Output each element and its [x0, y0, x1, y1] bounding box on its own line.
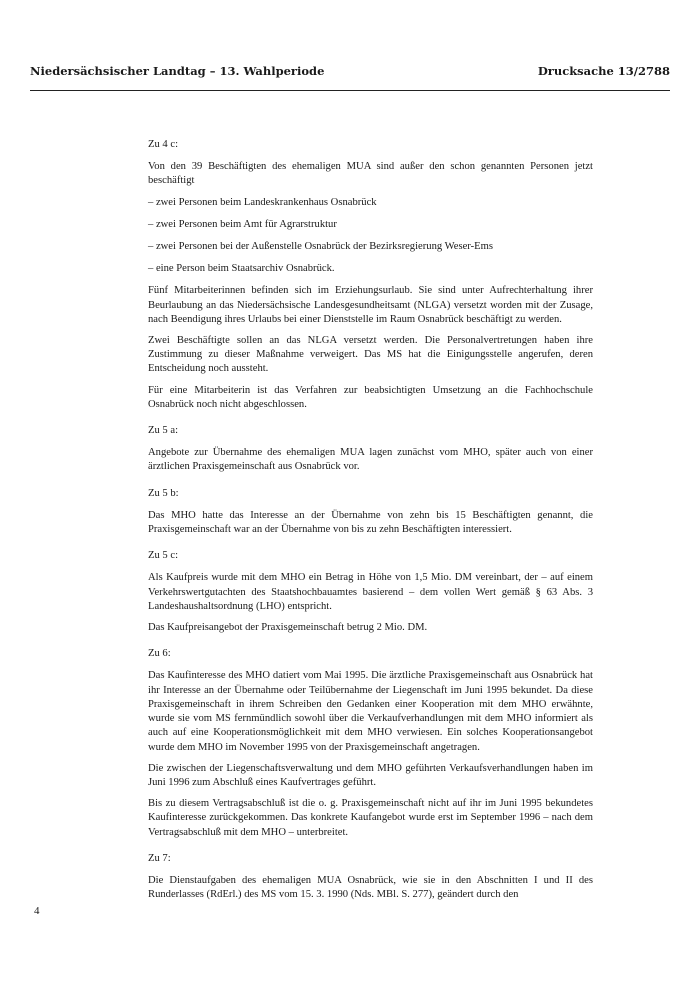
- document-body: [148, 138, 593, 909]
- header-title: Niedersächsischer Landtag – 13. Wahlperiode: [30, 64, 325, 78]
- list-item: – eine Person beim Staatsarchiv Osnabrück.: [148, 263, 335, 275]
- section-heading: Zu 5 a:: [148, 425, 179, 437]
- section-heading: Zu 5 c:: [148, 550, 179, 562]
- paragraph: Die Dienstaufgaben des ehemaligen MUA Osnabrück, wie sie in den Abschnitten I und II des Runderlasses (RdErl.) des MS vom 15. 3. 1990 (Nds. MBl. S. 277), geändert durch den: [148, 874, 593, 901]
- paragraph: Das Kaufinteresse des MHO datiert vom Mai 1995. Die ärztliche Praxisgemeinschaft aus Osnabrück hat ihr Interesse an der Übernahme oder Teilübernahme der Liegenschaft im Juni 1995 bekundet. Da diese Praxisgemeinschaft in ihrem Schreiben den Gedanken einer Kooperation mit dem MHO erwähnte, wurde sie vom MS fernmündlich sowohl über die Verkaufverhandlungen mit dem MHO informiert als auch auf eine Kooperationsmöglichkeit mit dem MHO verwiesen. Ein solches Kooperationsangebot wurde dem MHO im November 1995 von der Praxisgemeinschaft angetragen.: [148, 670, 593, 753]
- paragraph: Bis zu diesem Vertragsabschluß ist die o. g. Praxisgemeinschaft nicht auf ihr im Juni 1995 bekundetes Kaufinteresse zurückgekommen. Das konkrete Kaufangebot wurde erst im September 1996 – nach dem Vertragsabschluß mit dem MHO – unterbreitet.: [148, 798, 593, 838]
- section-heading: Zu 4 c:: [148, 139, 179, 150]
- section-heading: Zu 5 b:: [148, 487, 179, 499]
- paragraph: Das Kaufpreisangebot der Praxisgemeinschaft betrug 2 Mio. DM.: [148, 622, 428, 634]
- page-number: 4: [34, 905, 40, 917]
- paragraph: Für eine Mitarbeiterin ist das Verfahren zur beabsichtigten Umsetzung an die Fachhochschule Osnabrück noch nicht abgeschlossen.: [148, 384, 593, 410]
- list-item: – zwei Personen beim Landeskrankenhaus Osnabrück: [148, 196, 377, 208]
- page-header: [30, 64, 670, 91]
- paragraph: Von den 39 Beschäftigten des ehemaligen MUA sind außer den schon genannten Personen jetzt beschäftigt: [148, 161, 593, 187]
- list-item: – zwei Personen bei der Außenstelle Osnabrück der Bezirksregierung Weser-Ems: [148, 241, 493, 253]
- paragraph: Angebote zur Übernahme des ehemaligen MUA lagen zunächst vom MHO, später auch von einer ärztlichen Praxisgemeinschaft aus Osnabrück vor.: [148, 447, 593, 473]
- paragraph: Fünf Mitarbeiterinnen befinden sich im Erziehungsurlaub. Sie sind unter Aufrechterhaltung ihrer Beurlaubung an das Niedersächsische Landesgesundheitsamt (NLGA) versetzt worden mit der Zusage, nach Beendigung ihres Urlaubs bei einer Dienststelle im Raum Osnabrück beschäftigt zu werden.: [148, 285, 593, 325]
- list-item: – zwei Personen beim Amt für Agrarstruktur: [148, 218, 337, 230]
- section-heading: Zu 7:: [148, 852, 171, 864]
- paragraph: Das MHO hatte das Interesse an der Übernahme von zehn bis 15 Beschäftigten genannt, die Praxisgemeinschaft war an der Übernahme von bis zu zehn Beschäftigten interessiert.: [148, 509, 593, 536]
- header-document-number: Drucksache 13/2788: [537, 64, 670, 78]
- section-heading: Zu 6:: [148, 648, 171, 660]
- paragraph: Zwei Beschäftigte sollen an das NLGA versetzt werden. Die Personalvertretungen haben ihre Zustimmung zu dieser Maßnahme verweigert. Das MS hat die Einigungsstelle angerufen, deren Entscheidung noch aussteht.: [148, 335, 593, 375]
- paragraph: Als Kaufpreis wurde mit dem MHO ein Betrag in Höhe von 1,5 Mio. DM vereinbart, der – auf einem Verkehrswertgutachten des Staatshochbauamtes basierend – dem vollen Wert gemäß § 63 Abs. 3 Landeshaushaltsordnung (LHO) entspricht.: [148, 572, 593, 612]
- paragraph: Die zwischen der Liegenschaftsverwaltung und dem MHO geführten Verkaufsverhandlungen haben im Juni 1996 zum Abschluß eines Kaufvertrages geführt.: [148, 762, 593, 788]
